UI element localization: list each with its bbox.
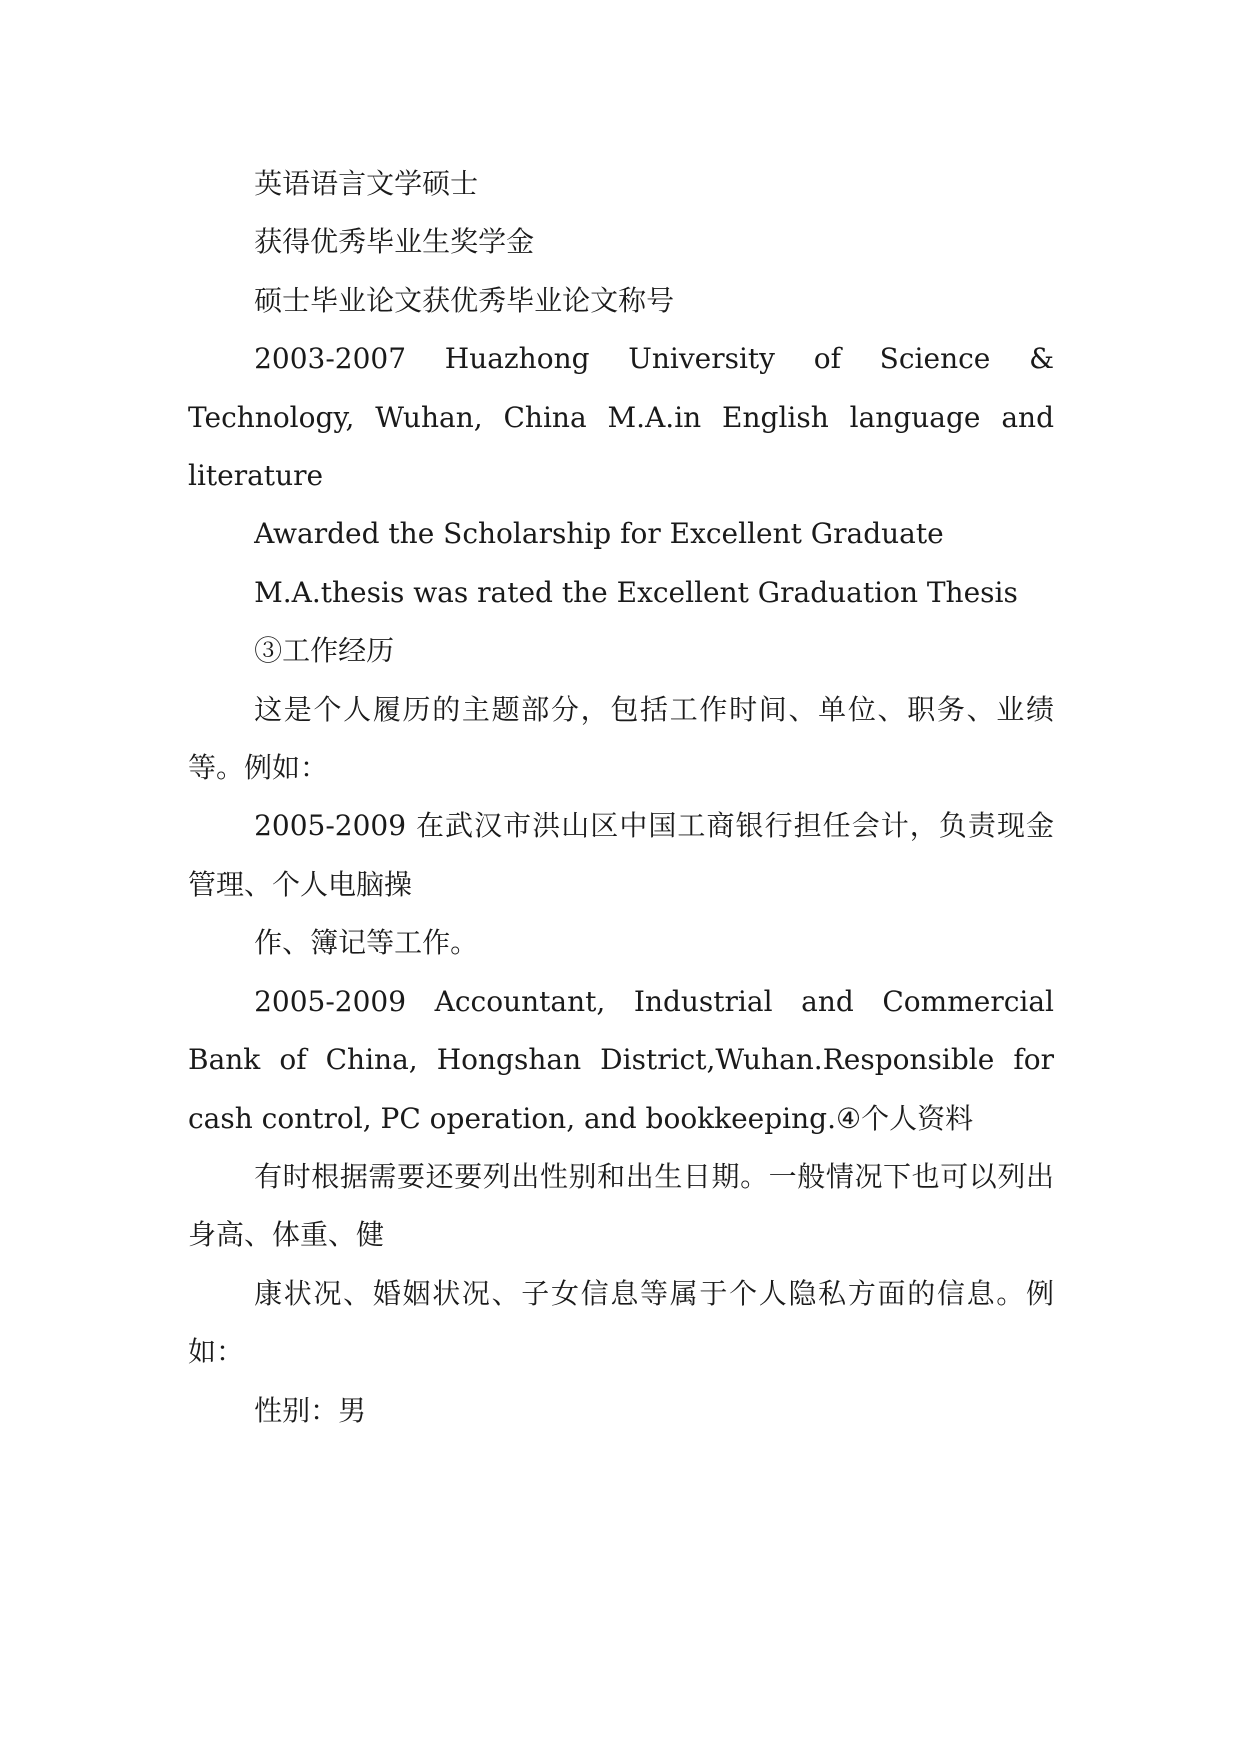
education-english-paragraph: 2003-2007 Huazhong University of Science & Technology, Wuhan, China M.A.in English language and literature xyxy=(188,342,1054,493)
work-experience-description: 这是个人履历的主题部分，包括工作时间、单位、职务、业绩等。例如： xyxy=(188,692,1054,785)
section-heading-work-experience: ③工作经历 xyxy=(254,634,395,668)
scholarship-english-line: Awarded the Scholarship for Excellent Graduate xyxy=(254,517,944,551)
work-example-english: 2005-2009 Accountant, Industrial and Commercial Bank of China, Hongshan District,Wuhan.Responsible for cash control, PC operation, and bookkeeping.④个人资料 xyxy=(188,984,1054,1135)
document-page xyxy=(188,155,1054,1440)
work-example-chinese: 2005-2009 在武汉市洪山区中国工商银行担任会计，负责现金管理、个人电脑操 xyxy=(188,809,1054,901)
thesis-english-paragraph: M.A.thesis was rated the Excellent Graduation Thesis xyxy=(254,575,1018,609)
personal-info-description-continued: 康状况、婚姻状况、子女信息等属于个人隐私方面的信息。例如： xyxy=(188,1276,1054,1369)
scholarship-line: 获得优秀毕业生奖学金 xyxy=(254,225,535,259)
personal-info-description: 有时根据需要还要列出性别和出生日期。一般情况下也可以列出身高、体重、健 xyxy=(188,1159,1054,1252)
degree-line: 英语语言文学硕士 xyxy=(254,167,479,200)
thesis-award-line: 硕士毕业论文获优秀毕业论文称号 xyxy=(254,283,675,317)
gender-line: 性别：男 xyxy=(254,1393,367,1427)
work-example-chinese-continued: 作、簿记等工作。 xyxy=(254,926,479,960)
